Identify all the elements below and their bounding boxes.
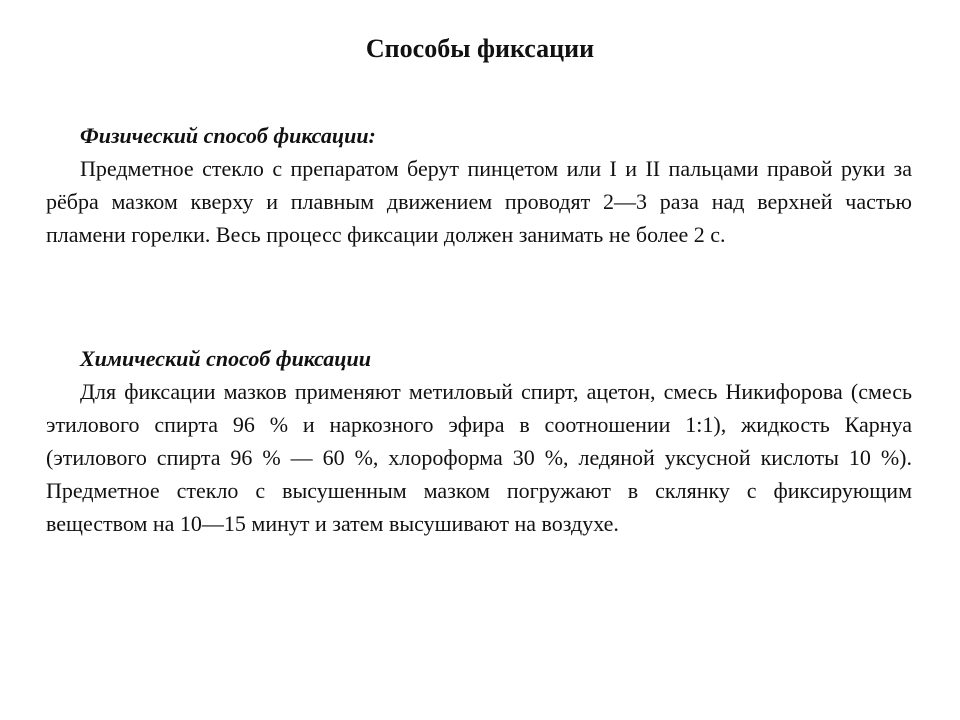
section-heading: Химический способ фиксации [80,346,372,371]
section-heading: Физический способ фиксации: [80,123,376,148]
section-paragraph: Предметное стекло с препаратом берут пинцетом или I и II пальцами правой руки за рёбра мазком кверху и плавным движением проводят 2—3 раза над верхней частью пламени горелки. Весь процесс фиксации должен занимать не более 2 с. [46,156,912,247]
section-physical-fixation [46,119,912,251]
section-chemical-fixation [46,342,912,540]
slide-title: Способы фиксации [365,34,595,63]
section-paragraph: Для фиксации мазков применяют метиловый спирт, ацетон, смесь Никифорова (смесь этилового спирта 96 % и наркозного эфира в соотношении 1:1), жидкость Карнуа (этилового спирта 96 % — 60 %, хлороформа 30 %, ледяной уксусной кислоты 10 %). Предметное стекло с высушенным мазком погружают в склянку с фиксирующим веществом на 10—15 минут и затем высушивают на воздухе. [46,379,912,536]
